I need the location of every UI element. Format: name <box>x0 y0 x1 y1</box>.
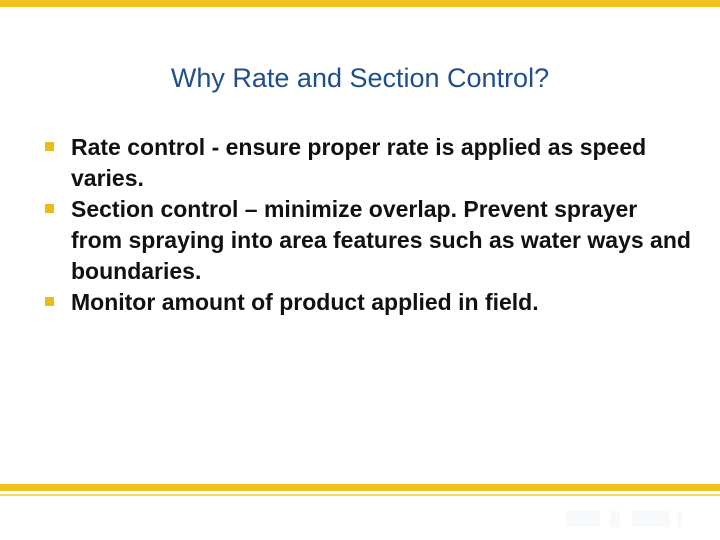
bullet-item-section-control <box>42 194 692 287</box>
bullet-text-rate-control: Rate control - ensure proper rate is applied as speed varies. <box>71 134 647 191</box>
faint-logo-mark <box>610 511 620 527</box>
slide-title: Why Rate and Section Control? <box>170 63 550 93</box>
bottom-accent-rule <box>0 484 720 491</box>
square-bullet-icon <box>45 204 54 213</box>
bullet-item-monitor <box>42 287 692 318</box>
bullet-text-section-control: Section control – minimize overlap. Prevent sprayer from spraying into area features such as water ways and boundaries. <box>71 196 691 284</box>
faint-logo-mark <box>632 511 670 527</box>
faint-logo-mark <box>677 511 682 527</box>
square-bullet-icon <box>45 297 54 306</box>
bullet-text-monitor: Monitor amount of product applied in field. <box>71 289 539 315</box>
square-bullet-icon <box>45 142 54 151</box>
top-accent-rule <box>0 0 720 7</box>
bottom-accent-rule-thin <box>0 494 720 496</box>
faint-logo-mark <box>566 511 600 527</box>
bullet-list <box>42 132 692 318</box>
bullet-item-rate-control <box>42 132 692 194</box>
faint-footer-logo <box>566 507 686 529</box>
